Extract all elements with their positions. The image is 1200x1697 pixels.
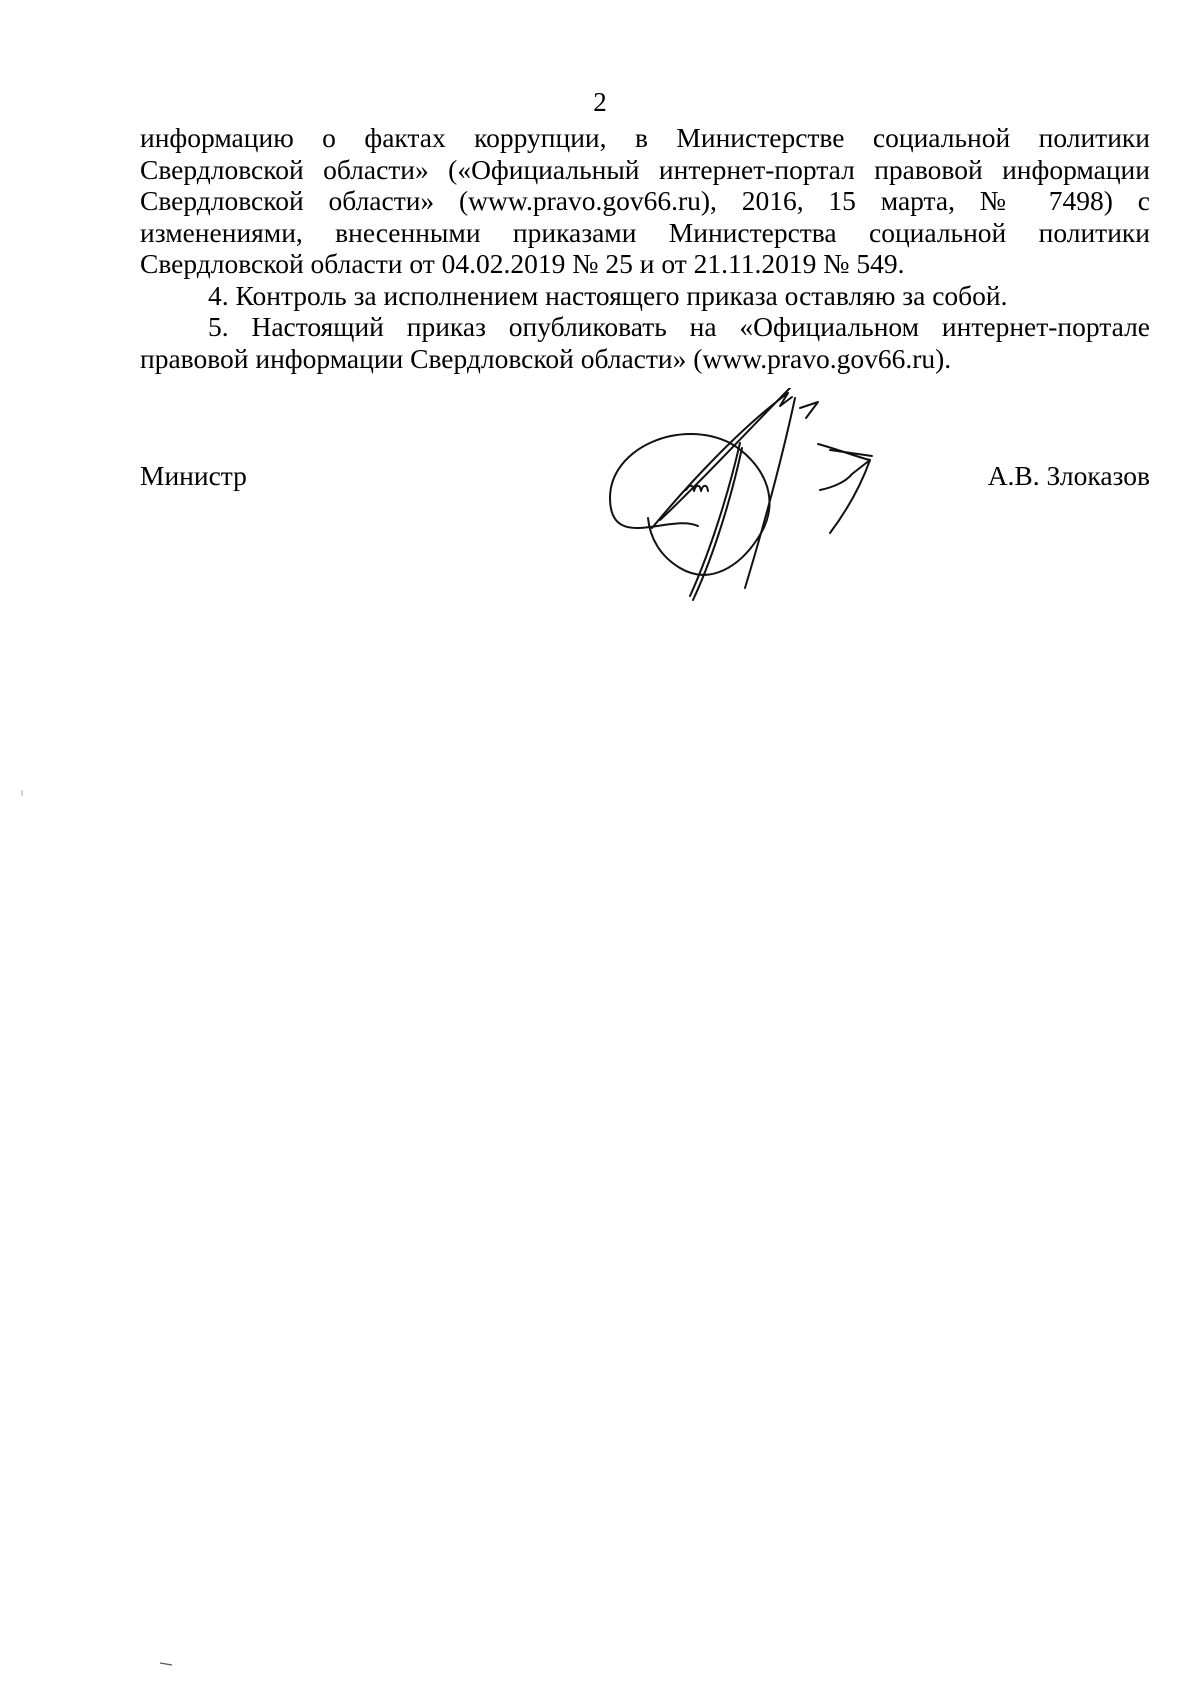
scan-mark-bottom: [160, 1660, 174, 1666]
page-number: 2: [593, 87, 607, 117]
paragraph-item-4: 4. Контроль за исполнением настоящего приказа оставляю за собой.: [208, 279, 1008, 311]
handwritten-signature: [590, 388, 930, 618]
paragraph-continuation: информацию о фактах коррупции, в Министерстве социальной политики Свердловской области» («Официальный интернет-портал правовой информации Свердловской области» (www.pravo.gov66.ru), 2016, 15 марта, № 7498) с изменениями, внесенными приказами Министерства социальной политики Свердловской области от 04.02.2019 № 25 и от 21.11.2019 № 549.: [140, 122, 1150, 279]
signer-name: А.В. Злоказов: [987, 460, 1150, 491]
scan-mark-left: [20, 790, 24, 796]
paragraph-item-5: 5. Настоящий приказ опубликовать на «Официальном интернет-портале правовой информации Свердловской области» (www.pravo.gov66.ru).: [140, 311, 1150, 374]
signer-title: Министр: [140, 460, 247, 491]
document-body: [140, 122, 1150, 374]
